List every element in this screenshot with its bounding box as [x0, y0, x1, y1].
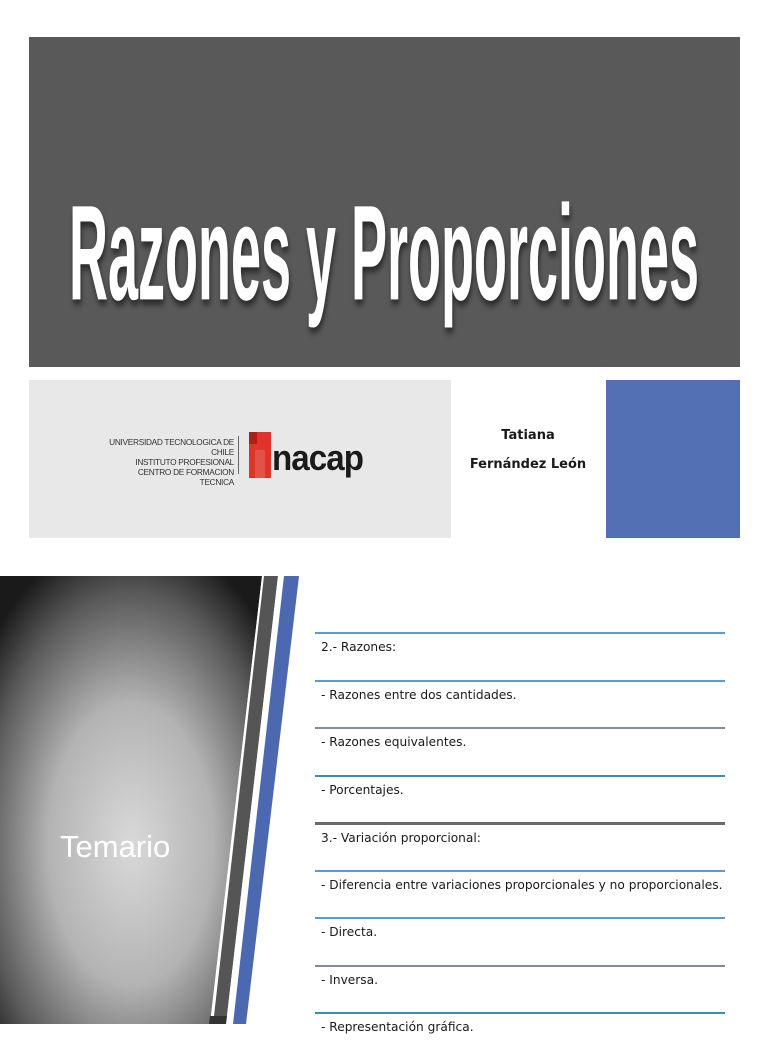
tagline-line: UNIVERSIDAD TECNOLOGICA DE CHILE [109, 437, 234, 457]
agenda-item: - Diferencia entre variaciones proporcionales y no proporcionales. [315, 870, 725, 918]
agenda-item: - Representación gráfica. [315, 1012, 725, 1060]
agenda-item: - Inversa. [315, 965, 725, 1013]
logo-divider [238, 436, 239, 474]
title-banner [29, 37, 740, 367]
agenda-heading: Temario [60, 829, 171, 864]
inacap-logo-wordmark: nacap [272, 437, 364, 478]
tagline-line: CENTRO DE FORMACION TECNICA [137, 467, 234, 487]
logo-panel [29, 380, 451, 538]
agenda-item: - Razones entre dos cantidades. [315, 680, 725, 728]
tagline-line: INSTITUTO PROFESIONAL [135, 457, 234, 467]
agenda-list [315, 632, 725, 1060]
title-graphic [29, 37, 740, 367]
agenda-item: - Razones equivalentes. [315, 727, 725, 775]
author-name [458, 425, 598, 483]
inacap-logo-icon [249, 432, 271, 480]
agenda-item: - Directa. [315, 917, 725, 965]
agenda-item: 2.- Razones: [315, 632, 725, 680]
slide-title: Razones y Proporciones [69, 177, 699, 329]
institution-tagline [108, 437, 234, 487]
sidebar-panel [0, 576, 300, 1024]
accent-block [606, 380, 740, 538]
author-last-name: Fernández León [469, 457, 587, 472]
agenda-item: 3.- Variación proporcional: [315, 822, 725, 870]
author-first-name: Tatiana [501, 428, 555, 443]
agenda-item: - Porcentajes. [315, 775, 725, 823]
agenda-slide [0, 576, 768, 1034]
